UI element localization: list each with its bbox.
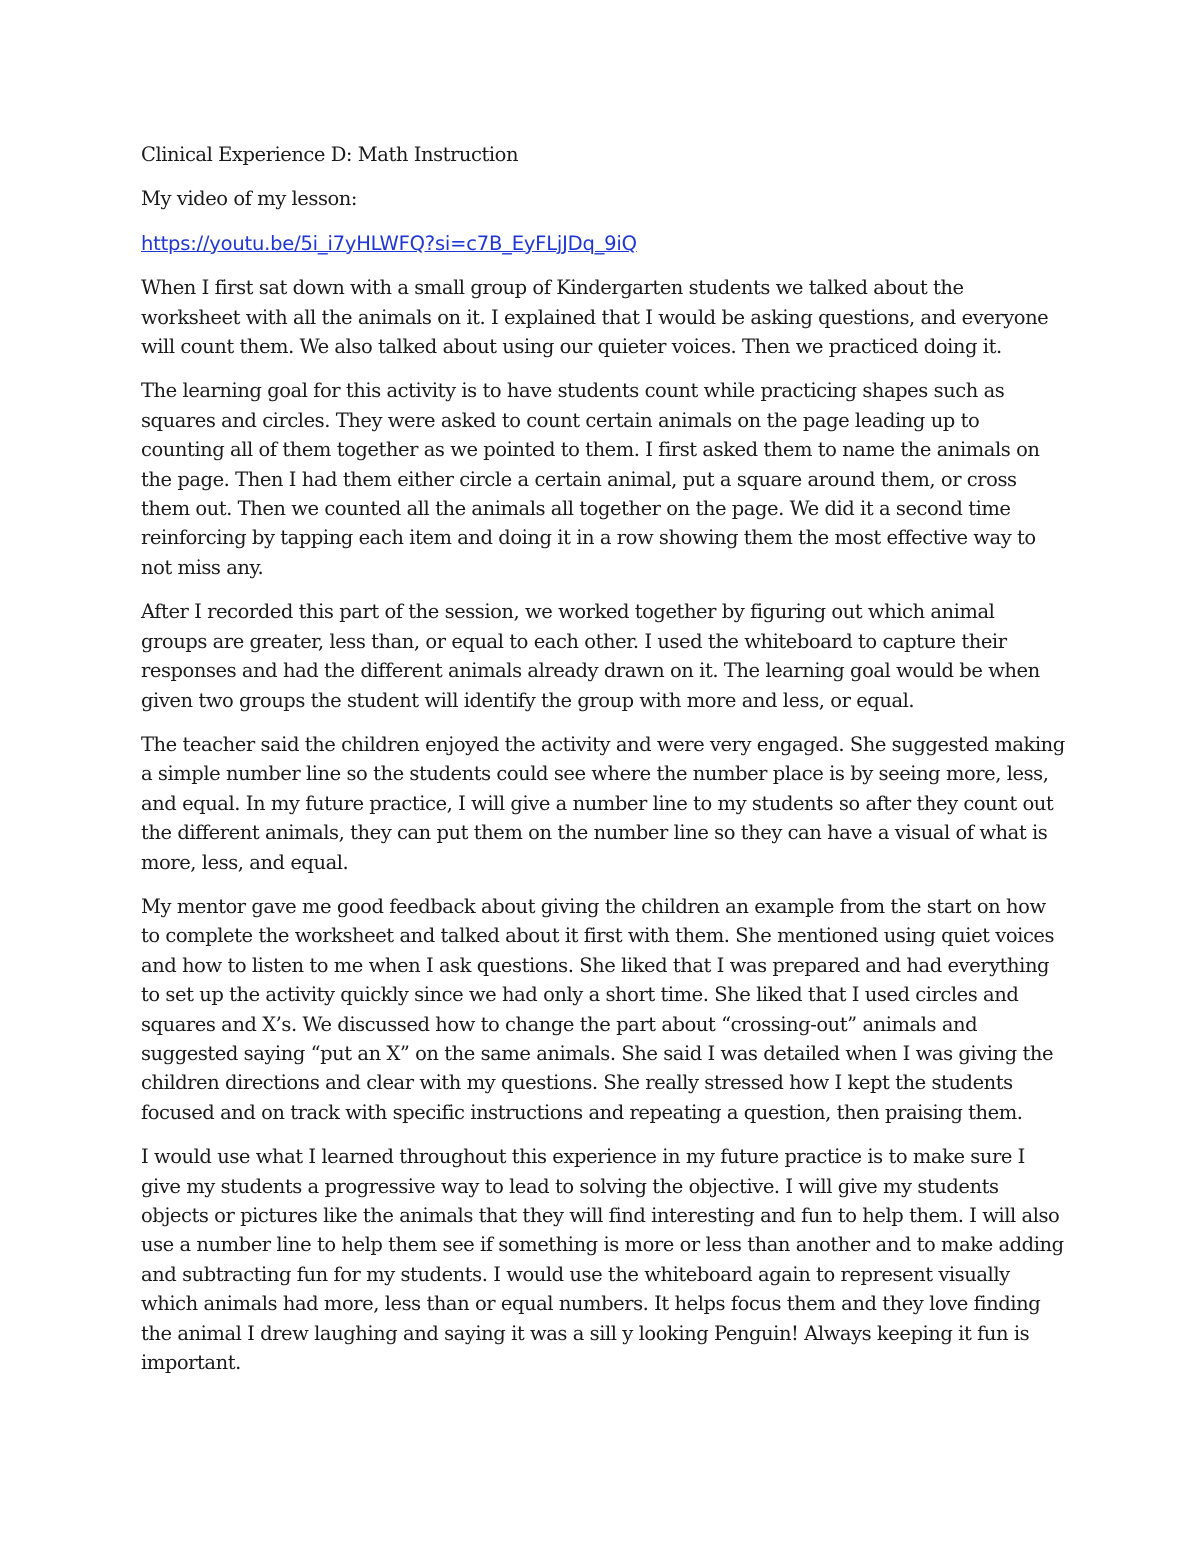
paragraph-teacher-feedback: The teacher said the children enjoyed the activity and were very engaged. She suggested making a simple number line so the students could see where the number place is by seeing more, less, and equal. In my future practice, I will give a number line to my students so after they count out the different animals, they can put them on the number line so they can have a visual of what is more, less, and equal. (141, 732, 1065, 874)
document-title: Clinical Experience D: Math Instruction (141, 143, 519, 166)
paragraph-intro: When I first sat down with a small group of Kindergarten students we talked about the worksheet with all the animals on it. I explained that I would be asking questions, and everyone will count them. We also talked about using our quieter voices. Then we practiced doing it. (141, 276, 1049, 359)
video-label: My video of my lesson: (141, 187, 358, 211)
video-link[interactable]: https://youtu.be/5i_i7yHLWFQ?si=c7B_EyFLjJDq_9iQ (141, 231, 637, 255)
paragraph-learning-goal: The learning goal for this activity is to have students count while practicing shapes such as squares and circles. They were asked to count certain animals on the page leading up to counting all of them together as we pointed to them. I first asked them to name the animals on the page. Then I had them either circle a certain animal, put a square around them, or cross them out. Then we counted all the animals all together on the page. We did it a second time reinforcing by tapping each item and doing it in a row showing them the most effective way to not miss any. (141, 379, 1040, 579)
document-page (141, 140, 1066, 1392)
paragraph-whiteboard: After I recorded this part of the session, we worked together by figuring out which animal groups are greater, less than, or equal to each other. I used the whiteboard to capture their responses and had the different animals already drawn on it. The learning goal would be when given two groups the student will identify the group with more and less, or equal. (141, 600, 1040, 712)
paragraph-future-practice: I would use what I learned throughout this experience in my future practice is to make sure I give my students a progressive way to lead to solving the objective. I will give my students objects or pictures like the animals that they will find interesting and fun to help them. I will also use a number line to help them see if something is more or less than another and to make adding and subtracting fun for my students. I would use the whiteboard again to represent visually which animals had more, less than or equal numbers. It helps focus them and they love finding the animal I drew laughing and saying it was a sill y looking Penguin! Always keeping it fun is important. (141, 1145, 1064, 1375)
paragraph-mentor-feedback: My mentor gave me good feedback about giving the children an example from the start on how to complete the worksheet and talked about it first with them. She mentioned using quiet voices and how to listen to me when I ask questions. She liked that I was prepared and had everything to set up the activity quickly since we had only a short time. She liked that I used circles and squares and X’s. We discussed how to change the part about “crossing-out” animals and suggested saying “put an X” on the same animals. She said I was detailed when I was giving the children directions and clear with my questions. She really stressed how I kept the students focused and on track with specific instructions and repeating a question, then praising them. (141, 894, 1055, 1124)
